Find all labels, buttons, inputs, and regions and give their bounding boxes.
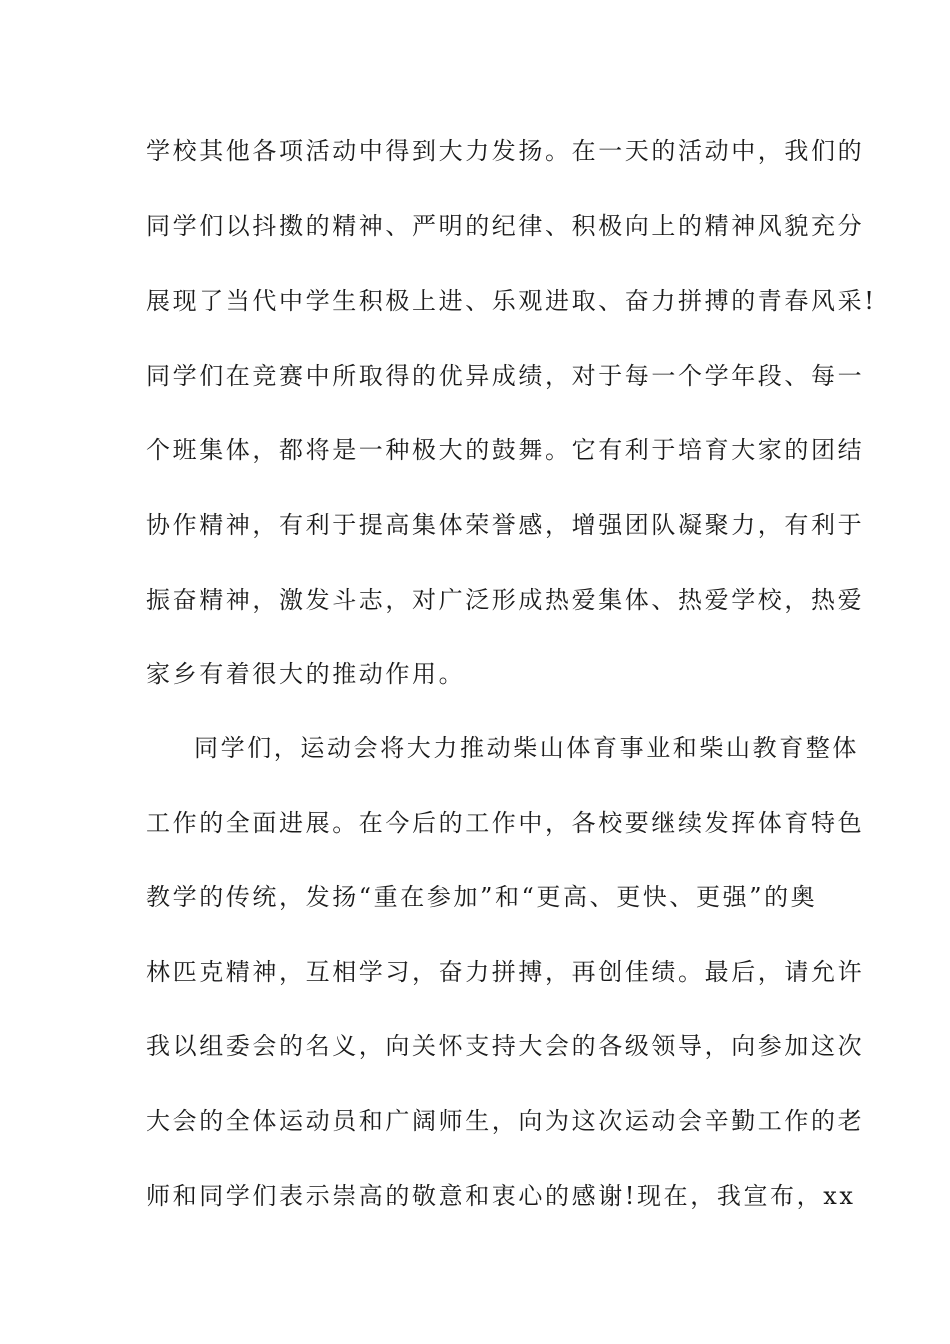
paragraph-1-line-8: 家乡有着很大的推动作用。 [146, 660, 466, 688]
paragraph-2-line-4: 林匹克精神，互相学习，奋力拼搏，再创佳绩。最后，请允许 [146, 958, 865, 986]
paragraph-2-line-7: 师和同学们表示崇高的敬意和衷心的感谢!现在，我宣布，xx [146, 1182, 856, 1210]
paragraph-2-line-2: 工作的全面进展。在今后的工作中，各校要继续发挥体育特色 [146, 809, 865, 837]
paragraph-1-line-2: 同学们以抖擞的精神、严明的纪律、积极向上的精神风貌充分 [146, 212, 865, 240]
paragraph-1-line-3: 展现了当代中学生积极上进、乐观进取、奋力拼搏的青春风采! [146, 287, 877, 315]
paragraph-2-line-5: 我以组委会的名义，向关怀支持大会的各级领导，向参加这次 [146, 1032, 865, 1060]
paragraph-1-line-6: 协作精神，有利于提高集体荣誉感，增强团队凝聚力，有利于 [146, 511, 865, 539]
paragraph-1-line-4: 同学们在竞赛中所取得的优异成绩，对于每一个学年段、每一 [146, 362, 865, 390]
paragraph-2-line-1: 同学们，运动会将大力推动柴山体育事业和柴山教育整体 [194, 734, 859, 762]
paragraph-1-line-5: 个班集体，都将是一种极大的鼓舞。它有利于培育大家的团结 [146, 436, 865, 464]
paragraph-2-line-6: 大会的全体运动员和广阔师生，向为这次运动会辛勤工作的老 [146, 1107, 865, 1135]
paragraph-1-line-1: 学校其他各项活动中得到大力发扬。在一天的活动中，我们的 [146, 137, 865, 165]
paragraph-1-line-7: 振奋精神，激发斗志，对广泛形成热爱集体、热爱学校，热爱 [146, 586, 865, 614]
paragraph-2-line-3: 教学的传统，发扬“重在参加”和“更高、更快、更强”的奥 [146, 883, 818, 911]
